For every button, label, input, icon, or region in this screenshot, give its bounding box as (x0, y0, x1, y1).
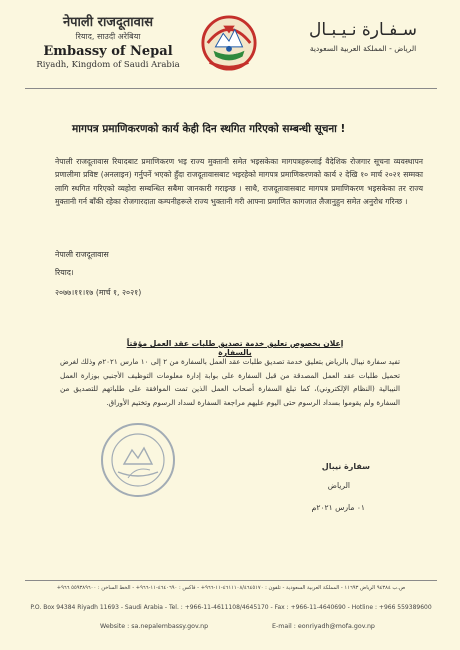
embassy-nepali-location: रियाद, साउदी अरेबिया (75, 32, 141, 41)
notice-body-nepali: नेपाली राजदूतावास रियादबाट प्रमाणिकरण भइ राज्य मुक्तानी समेत भइसकेका मागपत्रहरूलाई वैदेशिक रोजगार सूचना व्यवस्थापन प्रणालीमा प्रविष्ट (अनलाइन) गर्नुपर्ने भएको हुँदा राजदूतावासबाट भइरहेको मागपत्र प्रमाणिकरणको कार्य २ देखि १० मार्च २०२१ सम्मका लागि स्थगित गरिएको व्यहोरा सम्बन्धित सबैमा जानकारी गराइन्छ । साथै, राजदूतावासबाट मागपत्र प्रमाणिकरण भइसकेका तर राज्य मुक्तानी गर्न बाँकी रहेका रोजगारदाता कम्पनीहरूले राज्य भुक्तानी गरी आफ्ना प्रमाणित कागजात लैजानुहुन समेत अनुरोध गरिन्छ । (55, 157, 423, 207)
arabic-date: ٠١ مارس ٢٠٢١م (311, 503, 365, 512)
nepali-date: २०७७।११।१७ (मार्च १, २०२१) (55, 288, 142, 297)
footer-email-link[interactable]: E-mail : eonriyadh@mofa.gov.np (272, 623, 375, 630)
embassy-english-name: Embassy of Nepal (43, 44, 173, 59)
header-divider (25, 88, 437, 89)
arabic-notice-body: تفيد سفارة نيبال بالرياض بتعليق خدمة تصديق طلبات عقد العمل بالسفارة من ٢ إلى ١٠ مارس ٢٠٢١م وذلك لغرض تحميل طلبات عقد العمل المصدقة من قبل السفارة على بوابة إدارة معلومات التوظيف الأجنبي بوزارة العمل النيبالية (النظام الإلكتروني)، كما تبلغ السفارة أصحاب العمل الذين تمت الموافقة على طلباتهم للتصديق من السفارة ولم يقوموا بسداد الرسوم حتى اليوم عليهم مراجعة السفارة لسداد الرسوم وتختيم الأوراق. (60, 357, 400, 407)
footer-english-address: P.O. Box 94384 Riyadh 11693 - Saudi Arabia - Tel. : +966-11-4611108/4645170 - Fax : +966-11-4640690 - Hotline : +966 559389600 (30, 604, 432, 611)
footer-arabic-address: ص.ب ٩٤٣٨٤ الرياض ١١٦٩٣ - المملكة العربية السعودية - تلفون : ٤٦١١١٠٨/٤٦٤٥١٧٠-١١-٩٦٦+ - فاكس : ٤٦٤٠٦٩٠-١١-٩٦٦+ - الخط الساخن : ٥٥٩٣٨٩٦٠٠ ٩٦٦+ (56, 585, 406, 591)
arabic-notice-title: إعلان بخصوص تعليق خدمة تصديق طلبات عقد العمل مؤقتاً بالسفارة (126, 339, 344, 357)
embassy-english-location: Riyadh, Kingdom of Saudi Arabia (36, 60, 180, 70)
embassy-nepali-name: नेपाली राजदूतावास (62, 15, 154, 30)
embassy-stamp-icon (98, 420, 178, 500)
footer-divider (25, 580, 437, 581)
letterhead-left (28, 12, 188, 70)
arabic-signatory: سفارة نيبال (321, 462, 370, 471)
embassy-arabic-name: سـفـارة نـيـبـال (309, 20, 417, 40)
nepali-city: रियाद। (55, 268, 74, 277)
footer-website-link[interactable]: Website : sa.nepalembassy.gov.np (100, 623, 209, 630)
notice-subject: मागपत्र प्रमाणिकरणको कार्य केही दिन स्थगित गरिएको सम्बन्धी सूचना ! (72, 123, 346, 135)
embassy-arabic-location: الرياض - المملكة العربية السعودية (309, 44, 417, 53)
nepal-emblem-icon (200, 14, 258, 72)
arabic-city: الرياض (327, 481, 350, 490)
letterhead-right (288, 20, 438, 53)
nepali-signatory: नेपाली राजदूतावास (55, 250, 109, 259)
